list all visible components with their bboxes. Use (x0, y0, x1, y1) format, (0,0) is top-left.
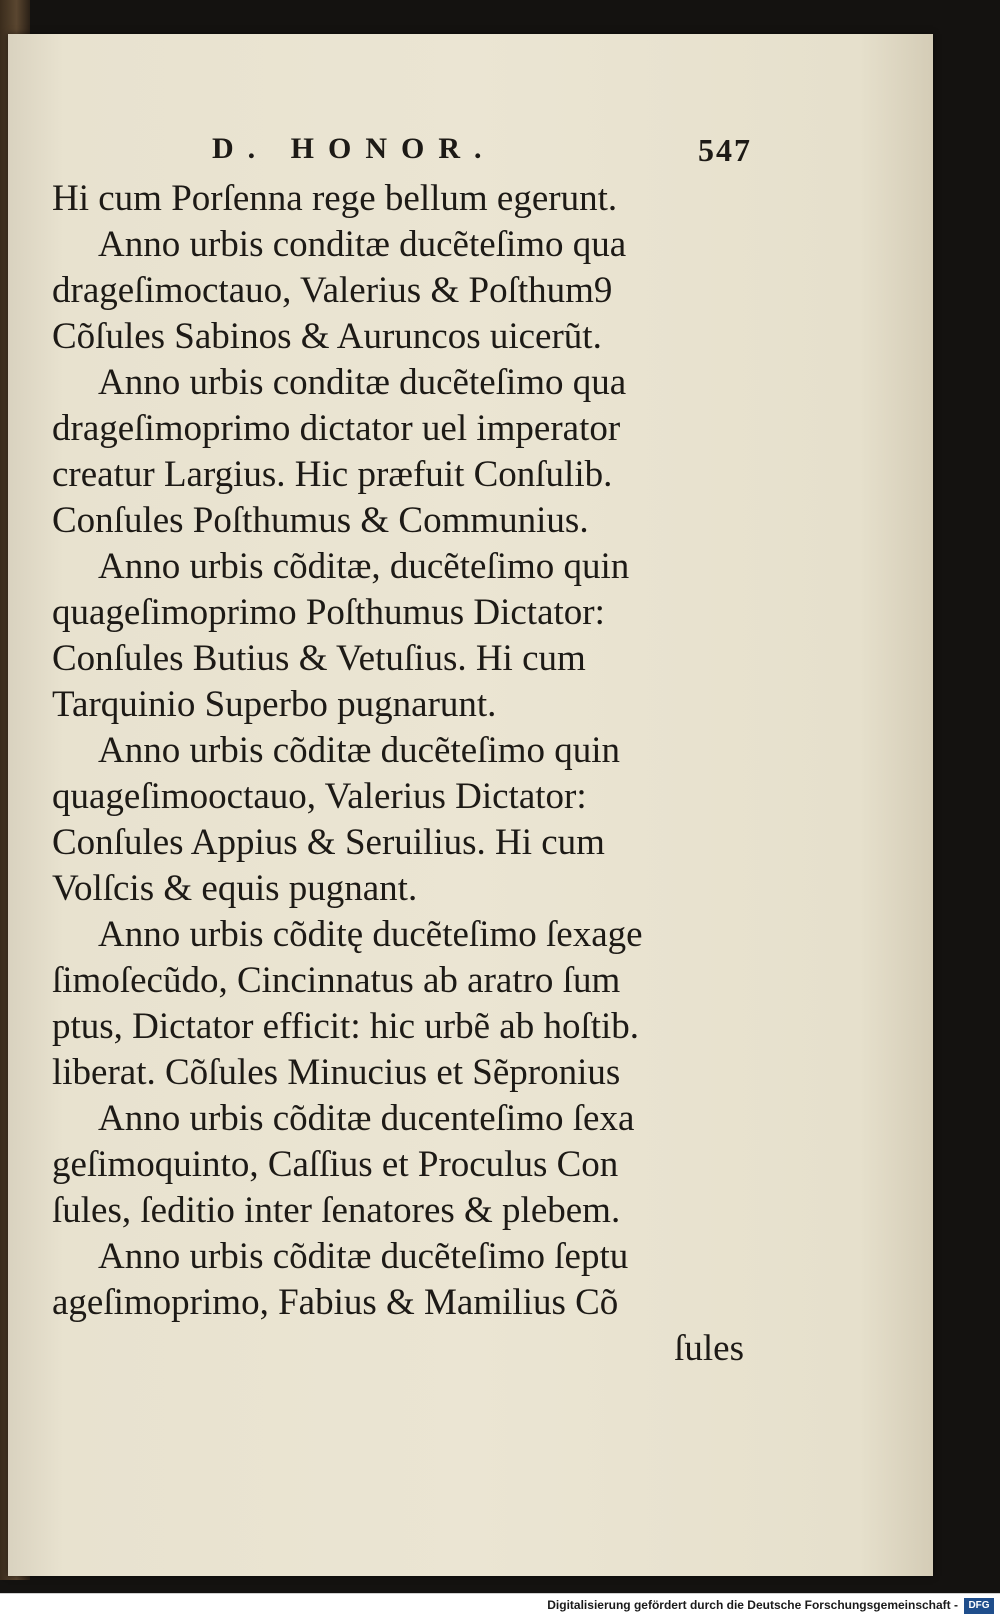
text-line: Hi cum Porſenna rege bellum egerunt. (52, 178, 618, 219)
text-line: geſimoquinto, Caſſius et Proculus Con (52, 1144, 619, 1185)
text-line: quageſimooctauo, Valerius Dictator: (52, 776, 587, 817)
catchword: ſules (674, 1328, 744, 1369)
text-line: Conſules Appius & Seruilius. Hi cum (52, 822, 605, 863)
text-line: Cõſules Sabinos & Auruncos uicerũt. (52, 316, 602, 357)
text-line: Anno urbis conditæ ducẽteſimo qua (98, 224, 627, 265)
footer-credit: Digitalisierung gefördert durch die Deutsche Forschungsgemeinschaft - (547, 1598, 958, 1612)
text-line: quageſimoprimo Poſthumus Dictator: (52, 592, 605, 633)
text-line: ageſimoprimo, Fabius & Mamilius Cõ (52, 1282, 619, 1323)
page-number: 547 (698, 132, 752, 168)
text-line: drageſimoctauo, Valerius & Poſthum9 (52, 270, 613, 311)
text-line: ſules, ſeditio inter ſenatores & plebem. (52, 1190, 621, 1231)
text-line: liberat. Cõſules Minucius et Sẽpronius (52, 1052, 621, 1093)
text-line: Volſcis & equis pugnant. (52, 868, 418, 909)
text-block (52, 176, 752, 1372)
text-line: creatur Largius. Hic præfuit Conſulib. (52, 454, 613, 495)
text-line: ptus, Dictator efficit: hic urbẽ ab hoſtib. (52, 1006, 640, 1047)
text-line: Tarquinio Superbo pugnarunt. (52, 684, 497, 725)
text-line: Anno urbis cõditæ ducenteſimo ſexa (98, 1098, 635, 1139)
text-line: Anno urbis cõditę ducẽteſimo ſexage (98, 914, 643, 955)
text-line: Anno urbis cõditæ, ducẽteſimo quin (98, 546, 630, 587)
text-line: drageſimoprimo dictator uel imperator (52, 408, 621, 449)
text-line: Anno urbis cõditæ ducẽteſimo ſeptu (98, 1236, 629, 1277)
book-page (8, 34, 933, 1576)
text-line: Conſules Poſthumus & Communius. (52, 500, 589, 541)
text-line: Conſules Butius & Vetuſius. Hi cum (52, 638, 586, 679)
dfg-logo: DFG (964, 1598, 994, 1614)
footer-bar (0, 1593, 1000, 1620)
text-line: Anno urbis conditæ ducẽteſimo qua (98, 362, 627, 403)
text-line: ſimoſecũdo, Cincinnatus ab aratro ſum (52, 960, 621, 1001)
page-content (52, 132, 752, 1372)
running-head (52, 132, 752, 174)
running-title: D. HONOR. (212, 132, 496, 165)
text-line: Anno urbis cõditæ ducẽteſimo quin (98, 730, 621, 771)
